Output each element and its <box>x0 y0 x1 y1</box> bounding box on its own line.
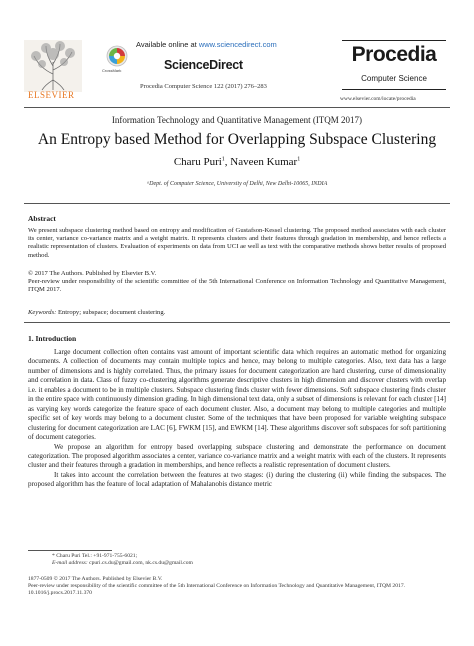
keywords-line <box>28 309 165 316</box>
author-affiliation-mark: 1 <box>221 156 225 163</box>
paragraph: Large document collection often contains vast amount of important scientific data which requires an automatic method for organizing documents. A collection of documents may contain multiple topics and hence, may belong to multiple categories. Also, text data has a large number of dimensions and is highly correlated. Thus, the primary issues for document categorization are hard clustering, curse of dimensionality and correlation in data. Class of fuzzy co-clustering algorithms generate descriptive clusters in high dimension and discover clusters with overlap i.e. it enables a document to be in multiple clusters. Subspace clustering finds cluster with fewer dimensions. Soft subspace clustering finds cluster in the entire space with continuously dimension grading. In high dimensional text data, only a subset of dimensions is relevant for each cluster [14] as varying key words categorize the feature space of each document cluster. Also, a document may belong to multiple categories and multiple specific set of key words may belong to a document cluster. Some of the techniques that have been proposed for variable weighting subspace clustering for document categorization are LAC [6], FWKM [15], and EWKM [14]. These algorithms discover soft subspaces for soft partitioning of document categories. <box>28 348 446 442</box>
abstract-top-divider <box>24 203 450 204</box>
paragraph: It takes into account the correlation between the features at two stages: (i) during the clustering (ii) while finding the subspaces. The proposed algorithm has the feature of local adaptation of Mahalanobis distance metric <box>28 470 446 489</box>
corresponding-author-footnote <box>28 550 193 568</box>
conference-name: Information Technology and Quantitative Management (ITQM 2017) <box>111 115 363 125</box>
sciencedirect-link[interactable]: www.sciencedirect.com <box>198 40 277 49</box>
crossmark-label: CrossMark <box>102 68 122 73</box>
procedia-subtitle: Computer Science <box>361 74 427 83</box>
abstract-copyright-block <box>28 270 446 295</box>
paragraph: We propose an algorithm for entropy based overlapping subspace clustering and demonstrate the performance on document categorization. The proposed algorithm associates a center, variance co-variance matrix and a weight matrix with each of the clusters. It represents cluster and their features through a gradation in memberships, and hence reflects a realistic representation of document clusters. <box>28 442 446 470</box>
abstract-heading: Abstract <box>28 214 56 223</box>
author-name: Naveen Kumar <box>230 156 298 168</box>
peer-review-notice: Peer-review under responsibility of the scientific committee of the 5th International Conference on Information Technology and Quantitative Management, ITQM 2017. <box>28 278 446 294</box>
elsevier-wordmark: ELSEVIER <box>28 90 75 100</box>
introduction-body <box>28 348 446 490</box>
journal-reference: Procedia Computer Science 122 (2017) 276–283 <box>140 83 267 90</box>
author-separator: , <box>224 156 231 168</box>
doi-link[interactable]: 10.1016/j.procs.2017.11.370 <box>28 590 92 596</box>
journal-header <box>24 34 450 104</box>
author-affiliation-mark: 1 <box>297 156 301 163</box>
paper-title: An Entropy based Method for Overlapping Subspace Clustering <box>37 131 437 148</box>
author-list <box>0 156 474 168</box>
email-label: E-mail address: <box>52 560 88 567</box>
header-divider <box>24 107 450 108</box>
footnote-phone: * Charu Puri Tel.: +91-971-755-6021; <box>52 553 138 559</box>
keywords-list: Entropy; subspace; document clustering. <box>56 309 166 316</box>
keywords-label: Keywords: <box>28 309 57 316</box>
bottom-peer-review: Peer-review under responsibility of the scientific committee of the 5th International Conference on Information Technology and Quantitative Management, ITQM 2017. <box>28 583 406 589</box>
abstract-text: We present subspace clustering method based on entropy and modification of Gustafson-Kessel clustering. The proposed method associates with each cluster its center, variance co-variance matrix and a weight matrix. It represents clusters and their features through gradation in membership, and hence reflects a realistic representation of clusters. Evaluation of experiments on data from UCI ae well as text with the comparative methods shows better results of proposed method. <box>28 227 446 259</box>
issn-line: 1877-0509 © 2017 The Authors. Published by Elsevier B.V. <box>28 576 163 582</box>
abstract-bottom-divider <box>24 322 450 323</box>
procedia-url-link[interactable]: www.elsevier.com/locate/procedia <box>340 96 416 102</box>
section-heading: 1. Introduction <box>28 334 77 343</box>
available-online-line <box>136 40 277 49</box>
affiliation: ᵃDept. of Computer Science, University of Delhi, New Delhi-10065, INDIA <box>146 181 328 187</box>
abstract-body <box>28 227 446 260</box>
sciencedirect-wordmark: ScienceDirect <box>164 58 243 72</box>
procedia-logo-box <box>342 40 446 90</box>
procedia-title: Procedia <box>351 43 437 66</box>
author-name: Charu Puri <box>173 156 222 168</box>
footnote-divider <box>28 550 112 551</box>
publication-info <box>28 576 446 597</box>
footnote-email-line <box>28 560 193 567</box>
copyright-notice: © 2017 The Authors. Published by Elsevier B.V. <box>28 270 157 277</box>
email-addresses: cpuri.cs.du@gmail.com, nk.cs.du@gmail.com <box>87 560 193 567</box>
available-prefix: Available online at <box>136 40 199 49</box>
